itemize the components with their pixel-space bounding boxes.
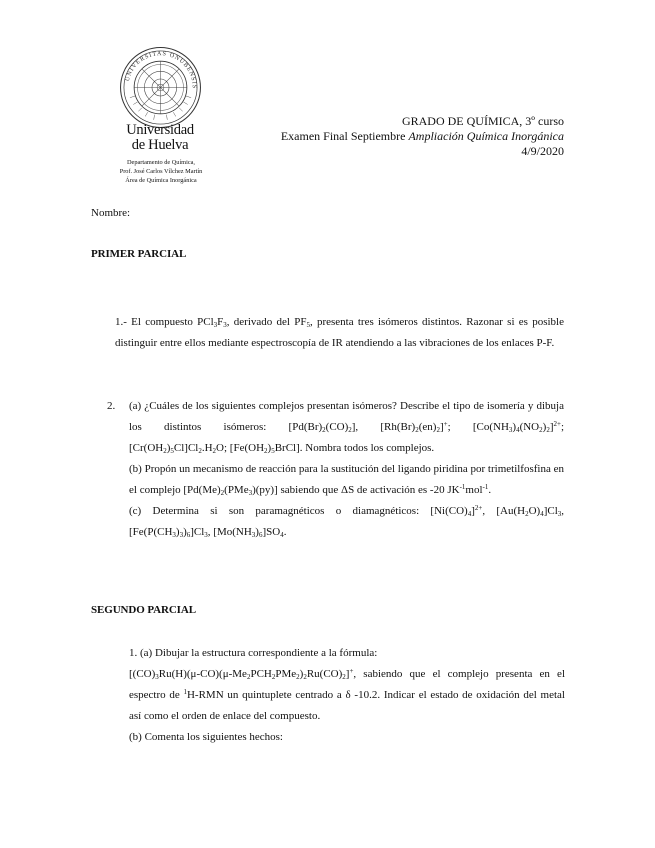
question-1-number: 1.- — [115, 316, 127, 328]
exam-date: 4/9/2020 — [521, 144, 564, 158]
exam-title-line — [281, 129, 564, 144]
section2-question-1 — [129, 643, 565, 748]
university-name-line1: Universidad — [126, 122, 194, 138]
question-2-number: 2. — [107, 400, 116, 412]
subject-name: Ampliación Química Inorgánica — [408, 129, 564, 143]
question-1: 1.- El compuesto $PCl_3F_3$, derivado del $PF_5$, presenta tres isómeros distintos. Razonar si es posible distinguir entre ellos mediante espectroscopía de IR atendiendo a las vibraciones de los enlaces P-F. — [115, 316, 564, 349]
question-2 — [107, 396, 564, 543]
university-name-line2: de Huelva — [131, 137, 189, 153]
question-2b: (b) Propón un mecanismo de reacción para la sustitución del ligando piridina por trimetilfosfina en el complejo $[Pd(Me)_2(PMe_3)(py)]$ sabiendo que ΔS de activación es -20 $JK^{-1}mol^{-1}$. — [129, 463, 564, 497]
section-title-primer-parcial: PRIMER PARCIAL — [91, 248, 187, 260]
question-2a: (a) ¿Cuáles de los siguientes complejos presentan isómeros? Describe el tipo de isomería y dibuja los distintos isómeros: $[Pd(Br)_2(CO)_2]$, $[Rh(Br)_2(en)_2]^+$; $[Co(NH_3)_4(NO_2)_2]^{2+}$; $[Cr(OH_2)_5Cl]Cl_2.H_2O$; $[Fe(OH_2)_5BrCl]$. Nombra todos los complejos. — [129, 400, 564, 455]
exam-title-plain: Examen Final Septiembre — [280, 129, 409, 143]
department-line3: Área de Química Inorgánica — [125, 177, 197, 184]
department-line1: Departamento de Química, — [126, 159, 195, 166]
name-label: Nombre: — [91, 207, 131, 219]
department-info — [96, 158, 226, 185]
section-title-segundo-parcial: SEGUNDO PARCIAL — [91, 604, 196, 616]
course-line: GRADO DE QUÍMICA, 3º curso — [401, 114, 564, 128]
seal-text: UNIVERSITAS ONUBENSIS — [124, 51, 197, 90]
section2-q1-b: (b) Comenta los siguientes hechos: — [129, 731, 283, 743]
section2-q1-a: $[(CO)_3Ru(H)(\mu-CO)(\mu-Me_2PCH_2PMe_2)_2Ru(CO)_2]^+$, sabiendo que el complejo presenta en el espectro de $^1$H-RMN un quintuplete centrado a δ -10.2. Indicar el estado de oxidación del metal así como el orden de enlace del compuesto. — [129, 667, 565, 722]
section2-q1-intro: 1. (a) Dibujar la estructura correspondiente a la fórmula: — [129, 647, 378, 659]
university-seal-logo — [118, 45, 203, 130]
question-2c: (c) Determina si son paramagnéticos o diamagnéticos: $[Ni(CO)_4]^{2+}$, $[Au(H_2O)_4]Cl_3$, $[Fe(P(CH_3)_3)_6]Cl_3$, $[Mo(NH_3)_6]SO_4$. — [129, 504, 564, 539]
department-line2: Prof. José Carlos Vílchez Martín — [119, 168, 203, 175]
exam-header — [281, 114, 564, 159]
university-wordmark — [120, 123, 200, 153]
